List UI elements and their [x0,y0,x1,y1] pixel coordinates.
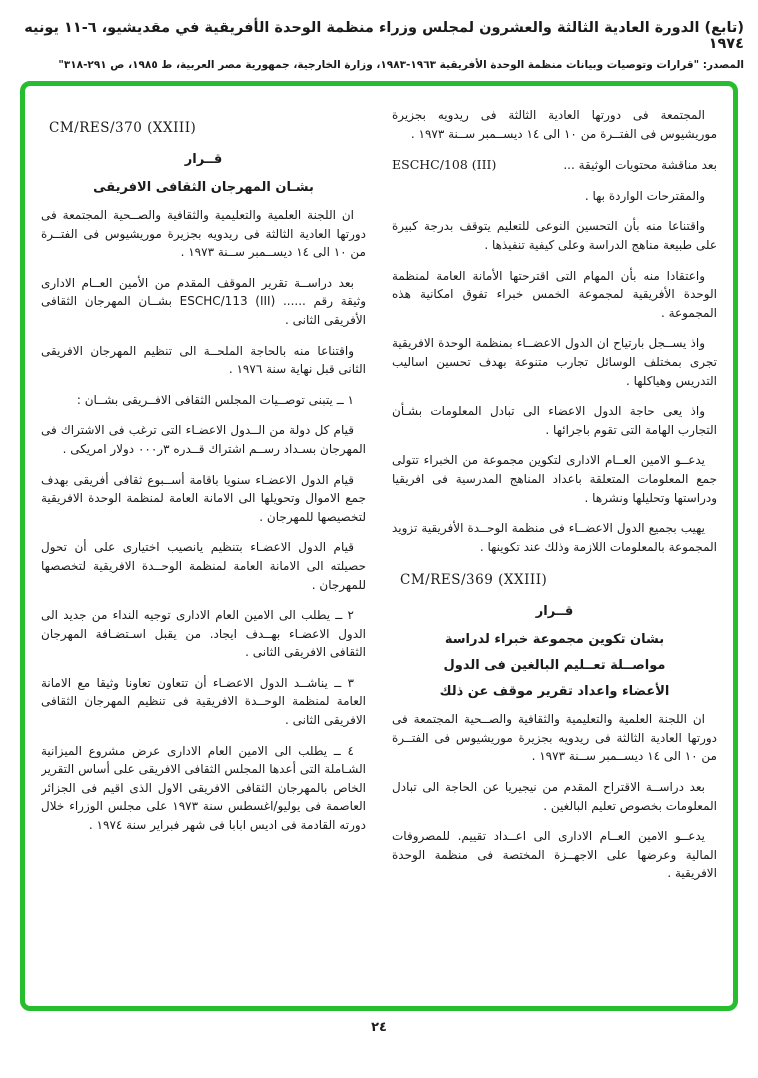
source-citation: المصدر: "قرارات وتوصيات وبيانات منظمة الوحدة الأفريقية ١٩٦٣-١٩٨٣، وزارة الخارجية، جمهورية مصر العربية، ط ١٩٨٥، ص ٢٩١-٣١٨" [58,59,744,71]
column-right [392,106,717,996]
resolution-subtitle-369-line3: الأعضاء واعداد تقرير موقف عن ذلك [439,684,670,700]
numbered-item-4: ٤ ــ يطلب الى الامين العام الادارى عرض مشروع الميزانية الشـاملة التى أعدها المجلس الثقافى الافريقى على أساس التقرير الخاص بالمهرجان الثقافى الافريقى الاول الذى اقيم فى الجزائر العاصمة فى يوليو/اغسطس سنة ١٩٧٣ على مجلس الوزراء خلال دورته القادمة فى اديس ابابا فى شهر فبراير سنة ١٩٧٤ . [41,743,366,833]
paragraph-belief: واعتقادا منه بأن المهام التى اقترحتها الأمانة العامة لمنظمة الوحدة الأفريقية لمجموعة الخمس خبراء تفوق امكانية هذه المجموعة . [392,268,717,320]
doc-ref-cm-res-369: CM/RES/369 (XXIII) [400,572,548,589]
paragraph-financial-assessment: يدعــو الامين العــام الادارى الى اعــداد تقييم. للمصروفات المالية وعرضها على الاجهــزة المختصة فى منظمة الوحدة الافريقية . [392,829,717,881]
paragraph-continuation: المجتمعة فى دورتها العادية الثالثة فى ريدويه بجزيرة موريشيوس فى الفتــرة من ١٠ الى ١٤ ديســمبر ســنة ١٩٧٣ . [392,108,717,141]
resolution-subtitle-370: بشـان المهرجان الثقافى الافريقى [93,180,314,195]
paragraph-urgent-need: واقتناعا منه بالحاجة الملحــة الى تنظيم المهرجان الافريقى الثانى قبل نهاية سنة ١٩٧٦ . [41,343,366,377]
doc-line-arabic: بعد مناقشة محتويات الوثيقة ... [563,158,717,173]
numbered-item-2: ٢ ــ يطلب الى الامين العام الادارى توجيه النداء من جديد الى الدول الاعضـاء بهــدف ايجاد. من يقبل اسـتضـافة المهرجان الثقافى الافريقى الثانى . [41,608,366,660]
numbered-item-1: ١ ــ يتبنى توصــيات المجلس الثقافى الافــريقى بشــان : [76,392,354,407]
paragraph-lottery: قيام الدول الاعضـاء بتنظيم يانصيب اختيارى على أن تحول حصيلته الى الامانة العامة لمنظمة الوحــدة الافريقية لتخصصها للمهرجان . [41,540,366,592]
resolution-heading-369: قــرار [535,604,574,620]
paragraph-status-report: بعد دراســة تقرير الموقف المقدم من الأمين العــام الادارى وثيقة رقم ...... ⁦ESCHC/113 (III)⁩ بشــان المهرجان الثقافى الأفريقى الثانى . [41,275,366,327]
numbered-item-3: ٣ ــ يناشــد الدول الاعضـاء أن تتعاون تعاونا وثيقا مع الامانة العامة لمنظمة الوحــدة الافريقية فى تنظيم المهرجان الثقافى الافريقى الثانى . [41,675,366,728]
paragraph-conviction: واقتناعا منه بأن التحسين النوعى للتعليم يتوقف بدرجة كبيرة على طبيعة مناهج الدراسة وعلى كيفية تنفيذها . [392,219,717,252]
document-green-frame [20,81,738,1011]
paragraph-cultural-week: قيام الدول الاعضـاء سنويا باقامة أســبوع ثقافى أفريقى بهدف جمع الاموال وتحويلها الى الامانة العامة لمنظمة الوحدة الافريقية لتخصيصها للمهرجان . [41,472,366,524]
doc-ref-eschc-108: ESCHC/108 (III) [392,157,497,173]
session-title: (تابع) الدورة العادية الثالثة والعشرون لمجلس وزراء منظمة الوحدة الأفريقية في مقديشيو، ٦-١١ يونيه ١٩٧٤ [24,20,744,52]
paragraph-invites-sg: يدعــو الامين العــام الادارى لتكوين مجموعة من الخبراء تتولى جمع المعلومات المتعلقة باعداد المناهج المدرسية فى افريقيا ودراستها وتحليلها ونشرها . [392,453,717,505]
paragraph-committee-370: ان اللجنة العلمية والتعليمية والثقافية والصــحية المجتمعة فى دورتها العادية الثالثة فى ريدويه بجزيرة موريشيوس فى الفتــرة من ١٠ الى ١٤ ديســمبر ســنة ١٩٧٣ . [41,208,366,260]
resolution-heading-370: قــرار [184,152,223,167]
paragraph-proposals: والمقترحات الواردة بها . [584,188,705,203]
paragraph-nigeria-proposal: بعد دراســة الاقتراح المقدم من نيجيريا عن الحاجة الى تبادل المعلومات بخصوص تعليم البالغين . [392,780,717,813]
paragraph-participation-fee: قيام كل دولة من الــدول الاعضـاء التى ترغب فى الاشتراك فى المهرجان بسـداد رســم اشتراك قــدره ٣ر٠٠٠ دولار امريكى . [41,423,366,456]
paragraph-aware-need: واذ يعى حاجة الدول الاعضاء الى تبادل المعلومات بشـأن التجارب الهامة التى تقوم باجرائها . [392,404,717,437]
paragraph-committee-369: ان اللجنة العلمية والتعليمية والثقافية والصــحية المجتمعة فى دورتها العادية الثالثة فى ريدويه بجزيرة موريشيوس فى الفتــرة من ١٠ الى ١٤ ديســمبر ســنة ١٩٧٣ . [392,712,717,764]
doc-ref-cm-res-370: CM/RES/370 (XXIII) [49,120,197,136]
page-number: ٢٤ [371,1020,387,1035]
paragraph-calls-members: يهيب بجميع الدول الاعضــاء فى منظمة الوحــدة الأفريقية تزويد المجموعة بالمعلومات اللازمة وذلك عند تكوينها . [392,521,717,554]
paragraph-notes-satisfaction: واذ يســجل بارتياح ان الدول الاعضــاء بمنظمة الوحدة الافريقية تجرى بمختلف الوسائل تجارب متنوعة بهدف تحسين اساليب التدريس وهياكلها . [392,336,717,388]
document-reference-line [392,155,717,175]
two-column-text [41,106,717,996]
resolution-subtitle-369-line2: مواصــلة تعــليم البالغين فى الدول [443,658,666,674]
resolution-subtitle-369-line1: بشان تكوين مجموعة خبراء لدراسة [444,632,665,648]
page-header [0,0,758,71]
column-left [41,106,366,996]
